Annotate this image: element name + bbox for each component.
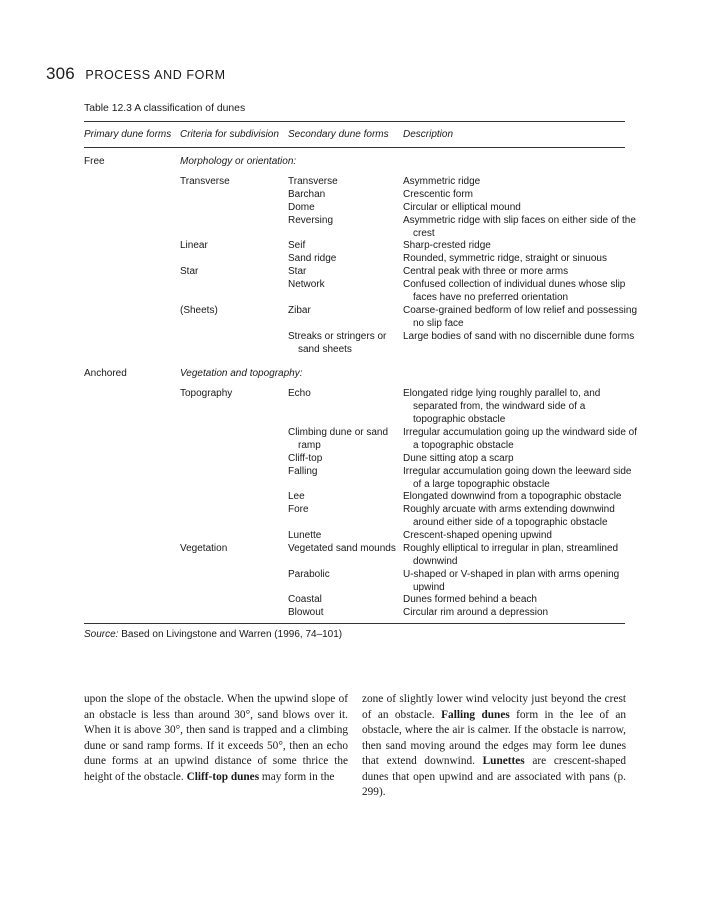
secondary-form: Reversing bbox=[288, 215, 334, 226]
form-description: U-shaped or V-shaped in plan with arms opening upwind bbox=[403, 569, 620, 593]
criteria-heading-anchored: Vegetation and topography: bbox=[180, 368, 303, 379]
body-text: upon the slope of the obstacle. When the upwind slope of an obstacle is less than around 30°, sand blows over it. When it is above 30°, then sand is trapped and a climbing dune or sand ramp forms. If it exceeds 50°, then an echo dune forms at an upwind distance of some thrice the height of the obstacle. bbox=[84, 693, 348, 783]
form-description: Crescentic form bbox=[403, 189, 474, 200]
column-header-primary: Primary dune forms bbox=[84, 129, 172, 140]
body-text: may form in the bbox=[259, 770, 335, 783]
secondary-form: Barchan bbox=[288, 189, 326, 200]
table-bottom-rule bbox=[84, 623, 625, 624]
secondary-form: Parabolic bbox=[288, 569, 330, 580]
form-description: Asymmetric ridge with slip faces on either side of the crest bbox=[403, 215, 636, 239]
form-description: Dune sitting atop a scarp bbox=[403, 453, 514, 464]
secondary-form: Fore bbox=[288, 504, 309, 515]
body-text: form in the lee of an obstacle, where the air is calmer. If the obstacle is narrow, then sand moving around the edges may form lee dunes that extend downwind. bbox=[362, 708, 627, 767]
secondary-form: Dome bbox=[288, 202, 315, 213]
body-text: zone of slightly lower wind velocity just beyond the crest of an obstacle. bbox=[362, 693, 626, 721]
form-description: Large bodies of sand with no discernible dune forms bbox=[403, 331, 635, 342]
form-description: Elongated downwind from a topographic obstacle bbox=[403, 491, 622, 502]
table-caption: Table 12.3 A classification of dunes bbox=[84, 103, 246, 114]
secondary-form: Vegetated sand mounds bbox=[288, 543, 396, 554]
form-description: Roughly arcuate with arms extending downwind around either side of a topographic obstacle bbox=[403, 504, 615, 528]
body-text: are crescent-shaped dunes that open upwind and are associated with pans (p. 299). bbox=[362, 755, 627, 798]
subdivision-label: Linear bbox=[180, 240, 208, 251]
form-description: Asymmetric ridge bbox=[403, 176, 481, 187]
form-description: Coarse-grained bedform of low relief and possessing no slip face bbox=[403, 305, 638, 329]
form-description: Circular rim around a depression bbox=[403, 607, 549, 618]
secondary-form: Streaks or stringers or sand sheets bbox=[288, 331, 387, 355]
form-description: Central peak with three or more arms bbox=[403, 266, 569, 277]
form-description: Confused collection of individual dunes whose slip faces have no preferred orientation bbox=[403, 279, 626, 303]
running-head bbox=[46, 64, 226, 84]
column-header-secondary: Secondary dune forms bbox=[288, 129, 389, 140]
secondary-form: Climbing dune or sand ramp bbox=[288, 427, 389, 451]
form-description: Roughly elliptical to irregular in plan, streamlined downwind bbox=[403, 543, 619, 567]
subdivision-label: Transverse bbox=[180, 176, 230, 187]
secondary-form: Blowout bbox=[288, 607, 324, 618]
form-description: Circular or elliptical mound bbox=[403, 202, 521, 213]
page-number: 306 bbox=[46, 64, 75, 83]
secondary-form: Echo bbox=[288, 388, 311, 399]
form-description: Crescent-shaped opening upwind bbox=[403, 530, 552, 541]
column-header-description: Description bbox=[403, 129, 454, 140]
secondary-form: Seif bbox=[288, 240, 306, 251]
section-title: PROCESS AND FORM bbox=[85, 68, 226, 82]
subdivision-label: Vegetation bbox=[180, 543, 228, 554]
secondary-form: Falling bbox=[288, 466, 318, 477]
secondary-form: Zibar bbox=[288, 305, 311, 316]
table-header-rule bbox=[84, 147, 625, 148]
subdivision-label: (Sheets) bbox=[180, 305, 218, 316]
secondary-form: Coastal bbox=[288, 594, 322, 605]
body-text-left-column bbox=[84, 692, 348, 785]
table-top-rule bbox=[84, 121, 625, 122]
subdivision-label: Star bbox=[180, 266, 199, 277]
secondary-form: Transverse bbox=[288, 176, 338, 187]
body-text-right-column bbox=[362, 692, 626, 801]
primary-form-anchored: Anchored bbox=[84, 368, 127, 379]
key-term: Lunettes bbox=[482, 755, 525, 767]
form-description: Irregular accumulation going down the leeward side of a large topographic obstacle bbox=[403, 466, 632, 490]
criteria-heading-free: Morphology or orientation: bbox=[180, 156, 297, 167]
form-description: Rounded, symmetric ridge, straight or sinuous bbox=[403, 253, 607, 264]
secondary-form: Sand ridge bbox=[288, 253, 337, 264]
secondary-form: Lee bbox=[288, 491, 305, 502]
primary-form-free: Free bbox=[84, 156, 105, 167]
subdivision-label: Topography bbox=[180, 388, 233, 399]
column-header-criteria: Criteria for subdivision bbox=[180, 129, 279, 140]
form-description: Irregular accumulation going up the windward side of a topographic obstacle bbox=[403, 427, 638, 451]
secondary-form: Cliff-top bbox=[288, 453, 323, 464]
table-source-note bbox=[84, 629, 342, 640]
secondary-form: Network bbox=[288, 279, 325, 290]
secondary-form: Lunette bbox=[288, 530, 322, 541]
source-label: Source: bbox=[84, 629, 119, 640]
form-description: Elongated ridge lying roughly parallel to, and separated from, the windward side of a topographic obstacle bbox=[403, 388, 601, 425]
secondary-form: Star bbox=[288, 266, 307, 277]
source-text: Based on Livingstone and Warren (1996, 74–101) bbox=[121, 629, 343, 640]
key-term: Cliff-top dunes bbox=[186, 770, 260, 783]
key-term: Falling dunes bbox=[441, 708, 510, 721]
form-description: Dunes formed behind a beach bbox=[403, 594, 537, 605]
form-description: Sharp-crested ridge bbox=[403, 240, 491, 251]
